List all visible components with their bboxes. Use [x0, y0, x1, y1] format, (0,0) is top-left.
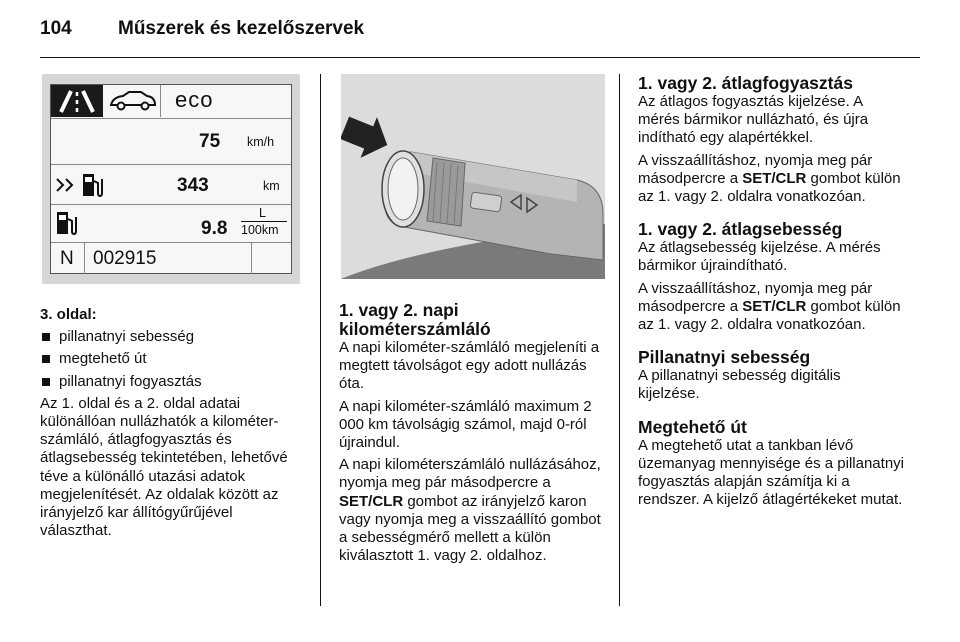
- section-title-avg-speed: 1. vagy 2. átlagsebesség: [638, 219, 843, 240]
- bullet-square-icon: [42, 378, 50, 386]
- display-row-speed: [51, 119, 291, 165]
- display-row-range: [51, 165, 291, 205]
- body-paragraph: [638, 280, 906, 335]
- column-right: [638, 74, 906, 513]
- range-arrows-icon: [55, 177, 77, 193]
- set-clr-label: SET/CLR: [742, 169, 807, 187]
- column-left: [40, 74, 302, 544]
- gear-indicator: N: [60, 248, 74, 269]
- odometer-value: 002915: [93, 248, 157, 269]
- body-paragraph: A pillanatnyi sebesség digitális kijelzése.: [638, 367, 841, 403]
- list-item: [42, 350, 302, 368]
- consumption-value: 9.8: [201, 218, 228, 239]
- text-run: A visszaállításhoz, nyomja meg pár másodpercre a: [638, 279, 873, 315]
- display-screen: [50, 84, 292, 274]
- page-number: 104: [40, 18, 72, 39]
- consumption-unit-top: L: [259, 206, 266, 220]
- fraction-bar: [241, 221, 287, 222]
- list-item-text: pillanatnyi fogyasztás: [59, 372, 202, 390]
- text-run: gombot külön az 1. vagy 2. oldalra vonatkozóan.: [638, 297, 901, 334]
- body-paragraph: [638, 152, 906, 207]
- eco-label: eco: [175, 87, 214, 112]
- display-row-odometer: [51, 243, 291, 275]
- body-paragraph: [339, 456, 607, 565]
- section-title-current-speed: Pillanatnyi sebesség: [638, 347, 811, 368]
- text-run: gombot külön az 1. vagy 2. oldalra vonatkozóan.: [638, 169, 901, 206]
- bullet-square-icon: [42, 333, 50, 341]
- column-divider-2: [619, 74, 620, 606]
- column-divider-1: [320, 74, 321, 606]
- column-middle: [339, 74, 607, 569]
- header-rule: [40, 57, 920, 58]
- display-row-icons: [51, 85, 291, 119]
- front-car-icon: [105, 85, 161, 117]
- empty-cell: [251, 243, 252, 274]
- body-paragraph: Az átlagos fogyasztás kijelzése. A mérés bármikor nullázható, és újra indítható egy alapértékkel.: [638, 93, 869, 147]
- text-run: A napi kilométerszámláló nullázásához, nyomja meg pár másodpercre a: [339, 456, 601, 492]
- body-paragraph: Az 1. oldal és a 2. oldal adatai különállóan nullázhatók a kilométer-számláló, átlagfogyasztás és átlagsebesség tekintetében, lehetővé téve a különálló utazási adatok megjelenítését. Az oldalak között az irányjelző kar állítógyűrűjével választhat.: [40, 394, 288, 540]
- fuel-consumption-icon: [55, 209, 77, 237]
- lane-assist-icon: [51, 85, 103, 117]
- page3-bullet-list: [42, 328, 302, 391]
- body-paragraph: A napi kilométer-számláló maximum 2 000 km távolságig számol, majd 0-ról újraindul.: [339, 397, 592, 452]
- turn-signal-lever-illustration: [341, 74, 605, 279]
- section-title-trip-odometer: 1. vagy 2. napi kilométerszámláló: [339, 300, 491, 339]
- consumption-unit-bottom: 100km: [241, 223, 279, 237]
- set-clr-label: SET/CLR: [742, 297, 807, 315]
- body-paragraph: A napi kilométer-számláló megjeleníti a megtett távolságot egy adott nullázás óta.: [339, 339, 600, 393]
- display-row-consumption: [51, 205, 291, 243]
- body-paragraph: Az átlagsebesség kijelzése. A mérés bármikor újraindítható.: [638, 239, 881, 275]
- text-run: gombot az irányjelző karon vagy nyomja meg a visszaállító gombot a sebességmérő mellett a külön kiválasztott 1. vagy 2. oldalhoz.: [339, 492, 601, 565]
- set-clr-label: SET/CLR: [339, 492, 404, 510]
- instrument-display-illustration: [42, 74, 300, 284]
- body-paragraph: A megtehető utat a tankban lévő üzemanyag mennyisége és a pillanatnyi fogyasztás alapján számítja ki a rendszer. A kijelző átlagértékeket mutat.: [638, 436, 904, 509]
- fuel-pump-icon: [81, 171, 103, 199]
- speed-unit: km/h: [247, 135, 275, 149]
- speed-value: 75: [199, 131, 221, 152]
- list-item-text: pillanatnyi sebesség: [59, 328, 195, 346]
- section-heading-page3: 3. oldal:: [40, 306, 97, 323]
- section-title-range: Megtehető út: [638, 416, 747, 437]
- list-item-text: megtehető út: [59, 350, 147, 368]
- list-item: [42, 328, 302, 346]
- list-item: [42, 373, 302, 391]
- page-header: [40, 18, 364, 48]
- range-unit: km: [263, 179, 280, 193]
- range-value: 343: [177, 175, 209, 196]
- bullet-square-icon: [42, 355, 50, 363]
- section-title-avg-consumption: 1. vagy 2. átlagfogyasztás: [638, 73, 853, 93]
- text-run: A visszaállításhoz, nyomja meg pár másodpercre a: [638, 151, 873, 187]
- page-title: Műszerek és kezelőszervek: [118, 18, 365, 39]
- gear-cell: [51, 243, 85, 274]
